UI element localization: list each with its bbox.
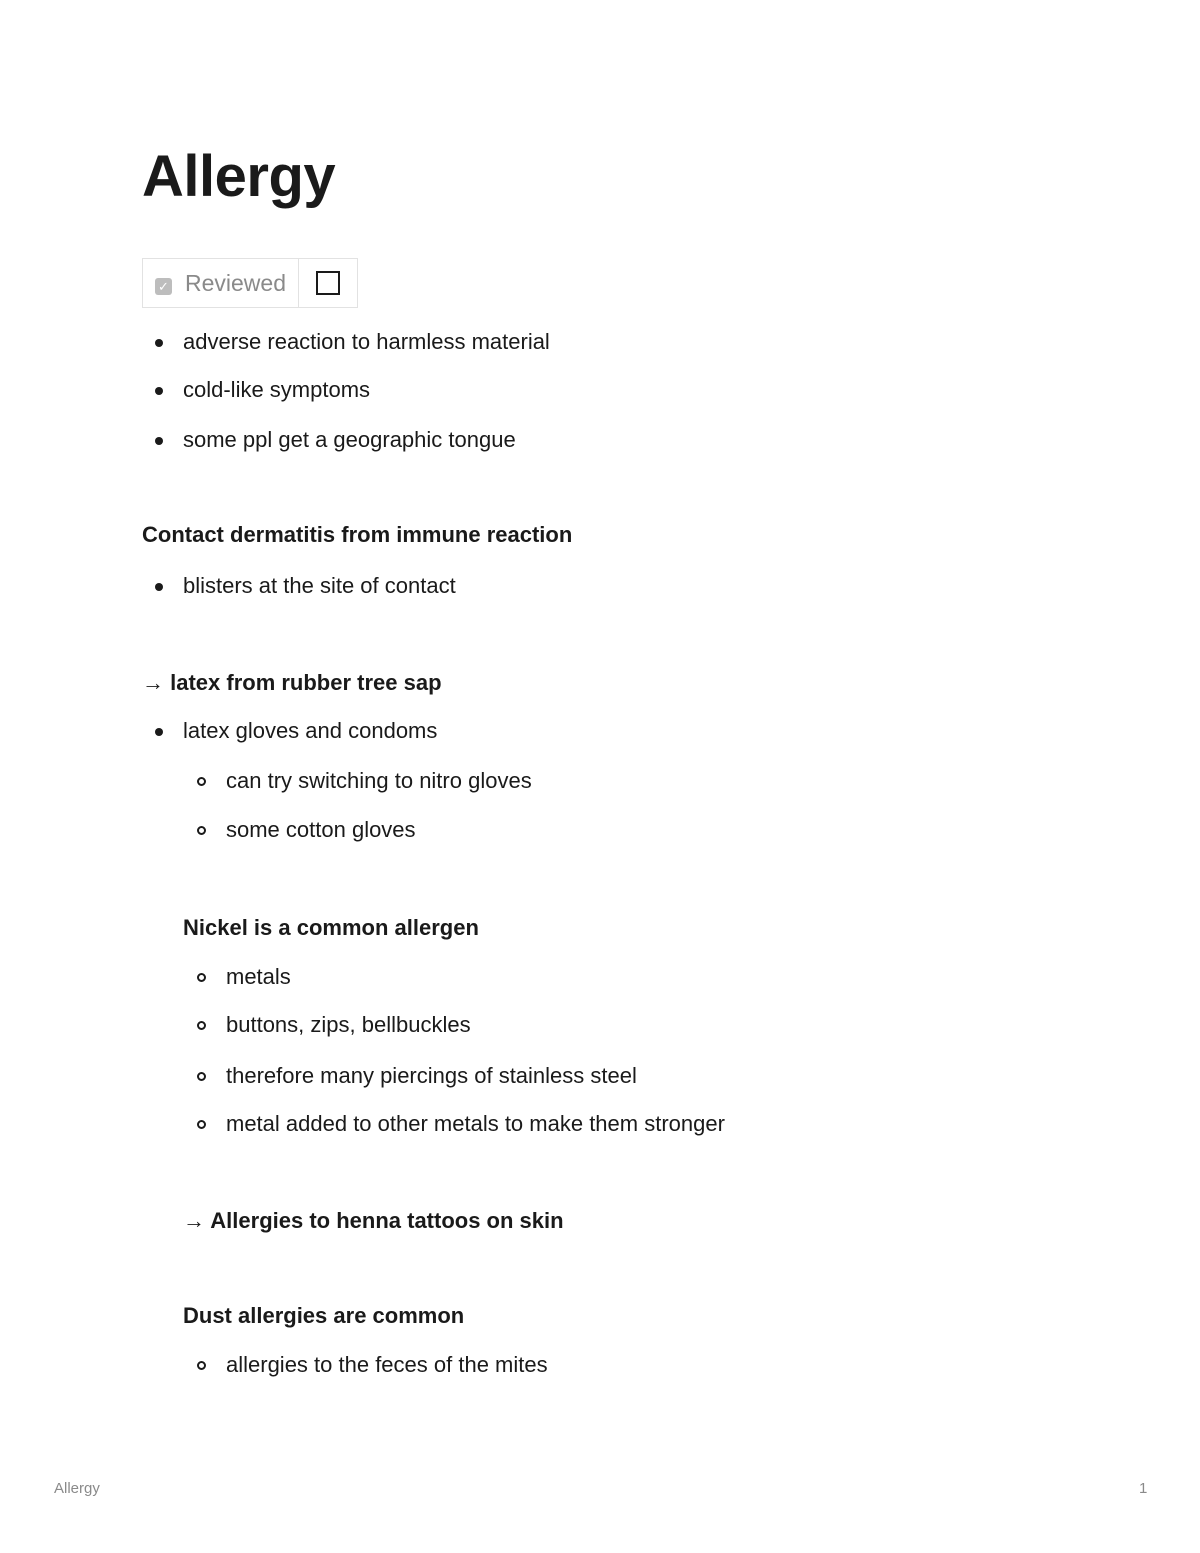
bullet-ring bbox=[197, 1072, 206, 1081]
reviewed-checkbox[interactable] bbox=[316, 271, 340, 295]
sub-list-item: buttons, zips, bellbuckles bbox=[226, 1012, 471, 1037]
sub-list-item: therefore many piercings of stainless steel bbox=[226, 1063, 637, 1088]
section-heading-nickel: Nickel is a common allergen bbox=[183, 915, 479, 940]
list-item: cold-like symptoms bbox=[183, 377, 371, 402]
page-title: Allergy bbox=[142, 144, 336, 209]
section-heading-henna: → Allergies to henna tattoos on skin bbox=[183, 1208, 564, 1233]
bullet-ring bbox=[197, 1021, 206, 1030]
footer-page-number: 1 bbox=[1139, 1480, 1148, 1497]
section-heading-contact: Contact dermatitis from immune reaction bbox=[142, 522, 573, 547]
bullet-ring bbox=[197, 1361, 206, 1370]
section-heading-latex: → latex from rubber tree sap bbox=[142, 670, 442, 695]
sub-list-item: metal added to other metals to make them stronger bbox=[226, 1111, 725, 1136]
property-value-cell bbox=[299, 259, 357, 307]
checkbox-icon: ✓ bbox=[155, 278, 172, 295]
property-row-reviewed bbox=[142, 258, 358, 308]
bullet-ring bbox=[197, 777, 206, 786]
sub-list-item: allergies to the feces of the mites bbox=[226, 1352, 548, 1377]
sub-list-item: can try switching to nitro gloves bbox=[226, 768, 532, 793]
bullet-dot bbox=[155, 728, 163, 736]
list-item: latex gloves and condoms bbox=[183, 718, 438, 743]
property-name-cell bbox=[143, 259, 299, 307]
section-heading-dust: Dust allergies are common bbox=[183, 1303, 465, 1328]
sub-list-item: metals bbox=[226, 964, 291, 989]
sub-list-item: some cotton gloves bbox=[226, 817, 416, 842]
bullet-dot bbox=[155, 437, 163, 445]
property-name-label: Reviewed bbox=[185, 269, 286, 296]
bullet-dot bbox=[155, 339, 163, 347]
list-item: blisters at the site of contact bbox=[183, 573, 456, 598]
list-item: some ppl get a geographic tongue bbox=[183, 427, 516, 452]
bullet-ring bbox=[197, 826, 206, 835]
list-item: adverse reaction to harmless material bbox=[183, 329, 550, 354]
bullet-ring bbox=[197, 973, 206, 982]
footer-doc-title: Allergy bbox=[54, 1480, 100, 1497]
bullet-ring bbox=[197, 1120, 206, 1129]
bullet-dot bbox=[155, 583, 163, 591]
bullet-dot bbox=[155, 387, 163, 395]
